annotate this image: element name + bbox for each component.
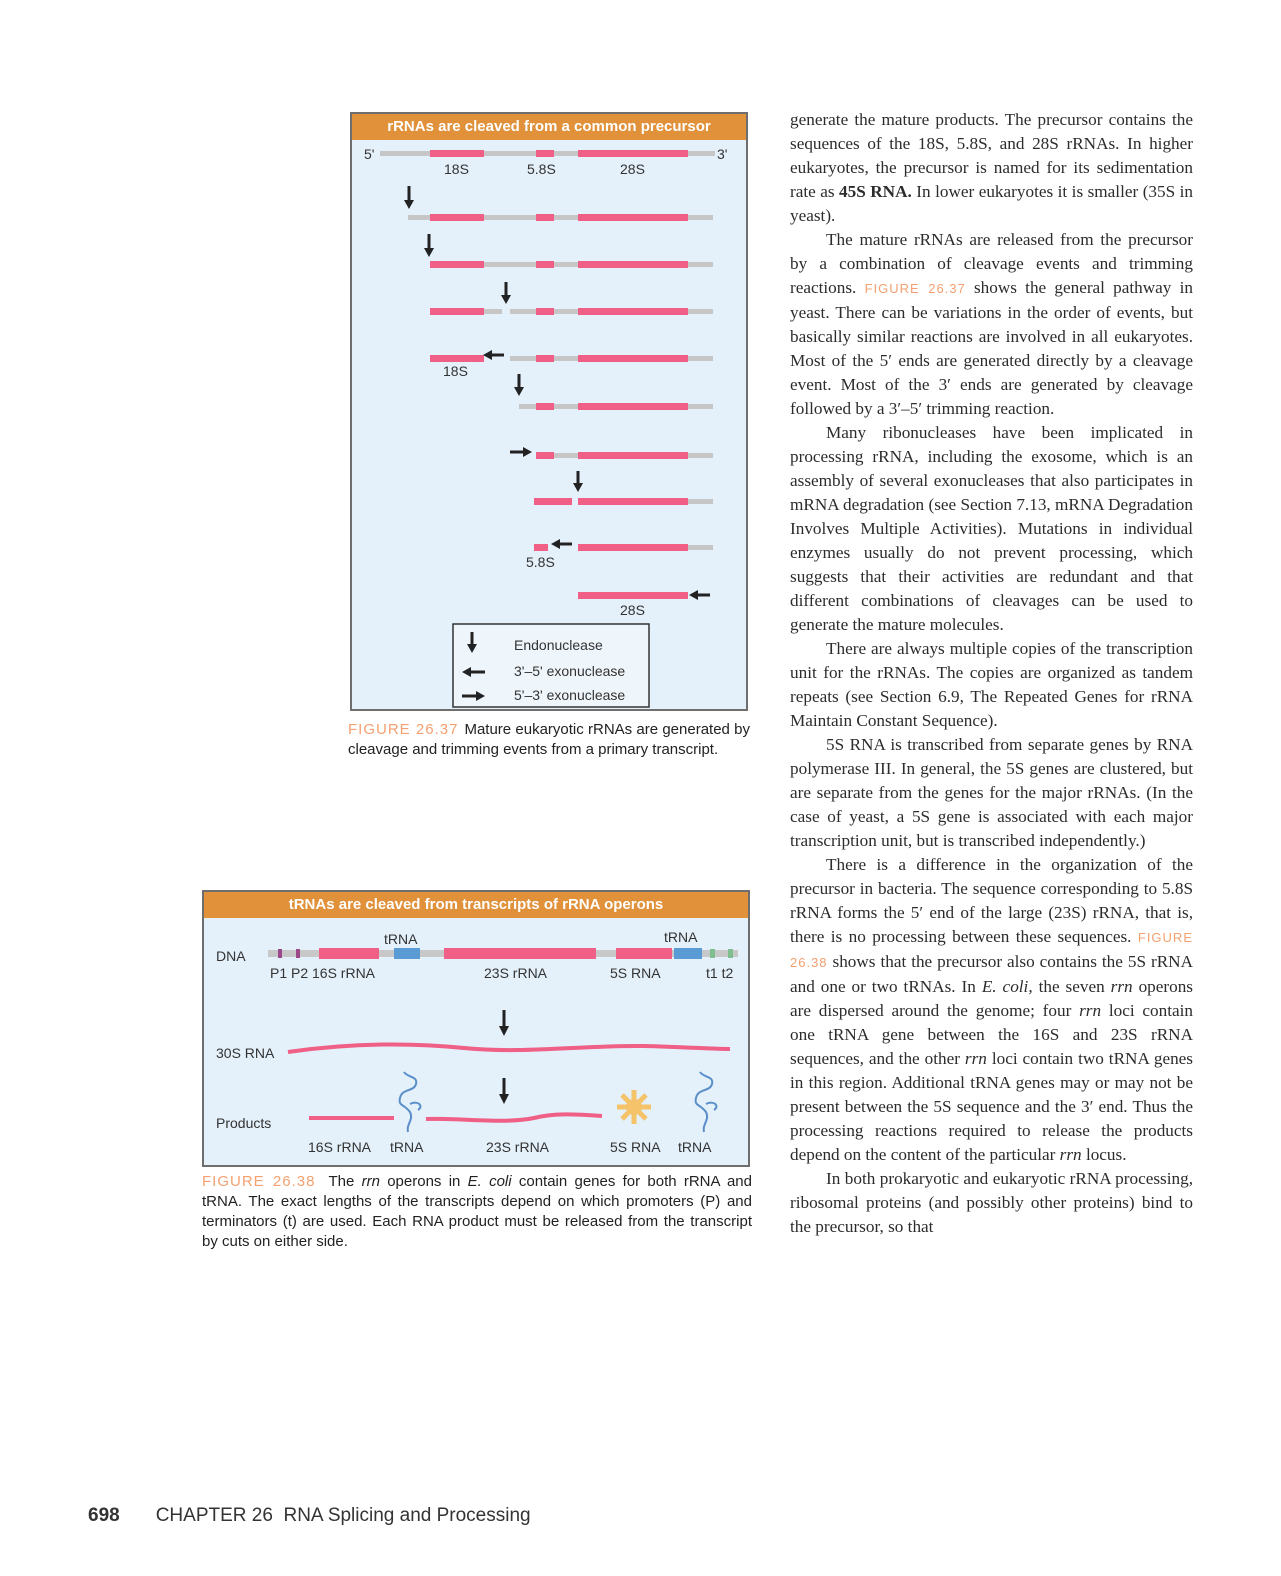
label-18s-product: 18S: [443, 363, 468, 379]
rrna-processing-diagram: [352, 114, 750, 713]
label-58s: 5.8S: [527, 161, 556, 177]
trna-top-label: tRNA: [664, 929, 698, 945]
paragraph: In both prokaryotic and eukaryotic rRNA processing, ribosomal proteins (and possibly other proteins) bind to the precursor, so that: [790, 1169, 1193, 1236]
figure-26-38: [202, 890, 750, 1167]
precursor-transcript: [380, 150, 715, 157]
legend-endonuclease: Endonuclease: [514, 637, 603, 653]
figure-ref-link[interactable]: FIGURE 26.38: [790, 930, 1193, 970]
rna-30s-transcript: [288, 1045, 730, 1052]
ribosomal-protein-5s-icon: [617, 1090, 651, 1124]
intermediate-3: [430, 308, 713, 315]
chapter-title: RNA Splicing and Processing: [283, 1505, 531, 1526]
p1p2-label: P1 P2: [270, 965, 309, 981]
rrna-23s-label: 23S rRNA: [484, 965, 548, 981]
figure-header: rRNAs are cleaved from a common precursor: [352, 114, 746, 140]
mature-28s: [578, 592, 688, 599]
label-18s: 18S: [444, 161, 469, 177]
legend-exo-53: 5'–3' exonuclease: [514, 687, 626, 703]
label-28s-product: 28S: [620, 602, 645, 618]
intermediate-6: [536, 452, 713, 459]
paragraph: The mature rRNAs are released from the precursor by a combination of cleavage events and trimming reactions. FIGURE 26.37 shows the general pathway in yeast. There can be variations in the order of events, but basically similar reactions are involved in all eukaryotes. Most of the 5′ ends are generated directly by a cleavage event. Most of the 3′ ends are generated by cleavage followed by a 3′–5′ trimming reaction.: [790, 230, 1193, 418]
figure-ref-link[interactable]: FIGURE 26.37: [864, 281, 966, 296]
legend: [453, 624, 649, 707]
label-28s: 28S: [620, 161, 645, 177]
dna-operon: [268, 948, 738, 959]
prod-trna-label: tRNA: [390, 1139, 424, 1155]
caption-text: Mature eukaryotic rRNAs are generated by cleavage and trimming events from a primary transcript.: [348, 721, 750, 758]
paragraph: Many ribonucleases have been implicated in processing rRNA, including the exosome, which is an assembly of several exonucleases that also participates in mRNA degradation (see Section 7.13, mRNA Degradation Involves Multiple Activities). Mutations in individual enzymes usually do not prevent processing, which suggests that their activities are redundant and that different combinations of cleavages can be used to generate the mature molecules.: [790, 423, 1193, 634]
paragraph: generate the mature products. The precursor contains the sequences of the 18S, 5.8S, and 28S rRNAs. In higher eukaryotes, the precursor is named for its sedimentation rate as 45S RNA. In lower eukaryotes it is smaller (35S in yeast).: [790, 110, 1194, 225]
trna-cloverleaf-icon: [696, 1072, 717, 1132]
figure-label: FIGURE 26.37: [348, 721, 459, 738]
prod-5s-label: 5S RNA: [610, 1139, 661, 1155]
dna-label: DNA: [216, 948, 246, 964]
end-5-label: 5': [364, 146, 375, 162]
chapter-label: CHAPTER 26: [155, 1505, 273, 1526]
figure-header: tRNAs are cleaved from transcripts of rRNA operons: [204, 892, 748, 918]
prod-trna-label: tRNA: [678, 1139, 712, 1155]
figure-label: FIGURE 26.38: [202, 1173, 316, 1190]
label-58s-product: 5.8S: [526, 554, 555, 570]
figure-26-37-caption: [348, 720, 750, 760]
paragraph: 5S RNA is transcribed from separate genes by RNA polymerase III. In general, the 5S genes are clustered, but are separate from the genes for the major rRNAs. (In the case of yeast, a 5S gene is associated with each major transcription unit, but is transcribed independently.): [790, 735, 1193, 850]
body-text-column: [790, 108, 1193, 1239]
paragraph: There is a difference in the organization of the precursor in bacteria. The sequence corresponding to 5.8S rRNA forms the 5′ end of the large (23S) rRNA, that is, there is no processing between these sequences. FIGURE 26.38 shows that the precursor also contains the 5S rRNA and one or two tRNAs. In E. coli, the seven rrn operons are dispersed around the genome; four rrn loci contain one tRNA gene between the 16S and 23S rRNA sequences, and the other rrn loci contain two tRNA genes in this region. Additional tRNA genes may or may not be present between the 5S sequence and the 3′ end. Thus the processing reactions required to release the products depend on the content of the particular rrn locus.: [790, 855, 1193, 1164]
rrna-16s-label: 16S rRNA: [312, 965, 376, 981]
figure-26-37: [350, 112, 748, 711]
rna-30s-label: 30S RNA: [216, 1045, 275, 1061]
end-3-label: 3': [717, 146, 728, 162]
trna-cloverleaf-icon: [400, 1072, 421, 1132]
page-footer: [88, 1505, 531, 1527]
prod-16s-label: 16S rRNA: [308, 1139, 372, 1155]
rrn-operon-diagram: [204, 892, 752, 1169]
t1t2-label: t1 t2: [706, 965, 734, 981]
intermediate-7: [534, 498, 713, 505]
page-number: 698: [88, 1505, 120, 1526]
intermediate-1: [408, 214, 713, 221]
intermediate-4: [430, 355, 713, 362]
intermediate-2: [430, 261, 713, 268]
legend-exo-35: 3'–5' exonuclease: [514, 663, 626, 679]
intermediate-5: [519, 403, 713, 410]
prod-23s-label: 23S rRNA: [486, 1139, 550, 1155]
product-23s-strand: [426, 1114, 602, 1120]
trna-top-label: tRNA: [384, 931, 418, 947]
figure-26-38-caption: FIGURE 26.38 The rrn operons in E. coli contain genes for both rRNA and tRNA. The exact lengths of the transcripts depend on which promoters (P) and terminators (t) are used. Each RNA product must be released from the transcript by cuts on either side.: [202, 1173, 752, 1250]
rna-5s-label: 5S RNA: [610, 965, 661, 981]
products-label: Products: [216, 1115, 272, 1131]
paragraph: There are always multiple copies of the transcription unit for the rRNAs. The copies are organized as tandem repeats (see Section 6.9, The Repeated Genes for rRNA Maintain Constant Sequence).: [790, 639, 1193, 730]
